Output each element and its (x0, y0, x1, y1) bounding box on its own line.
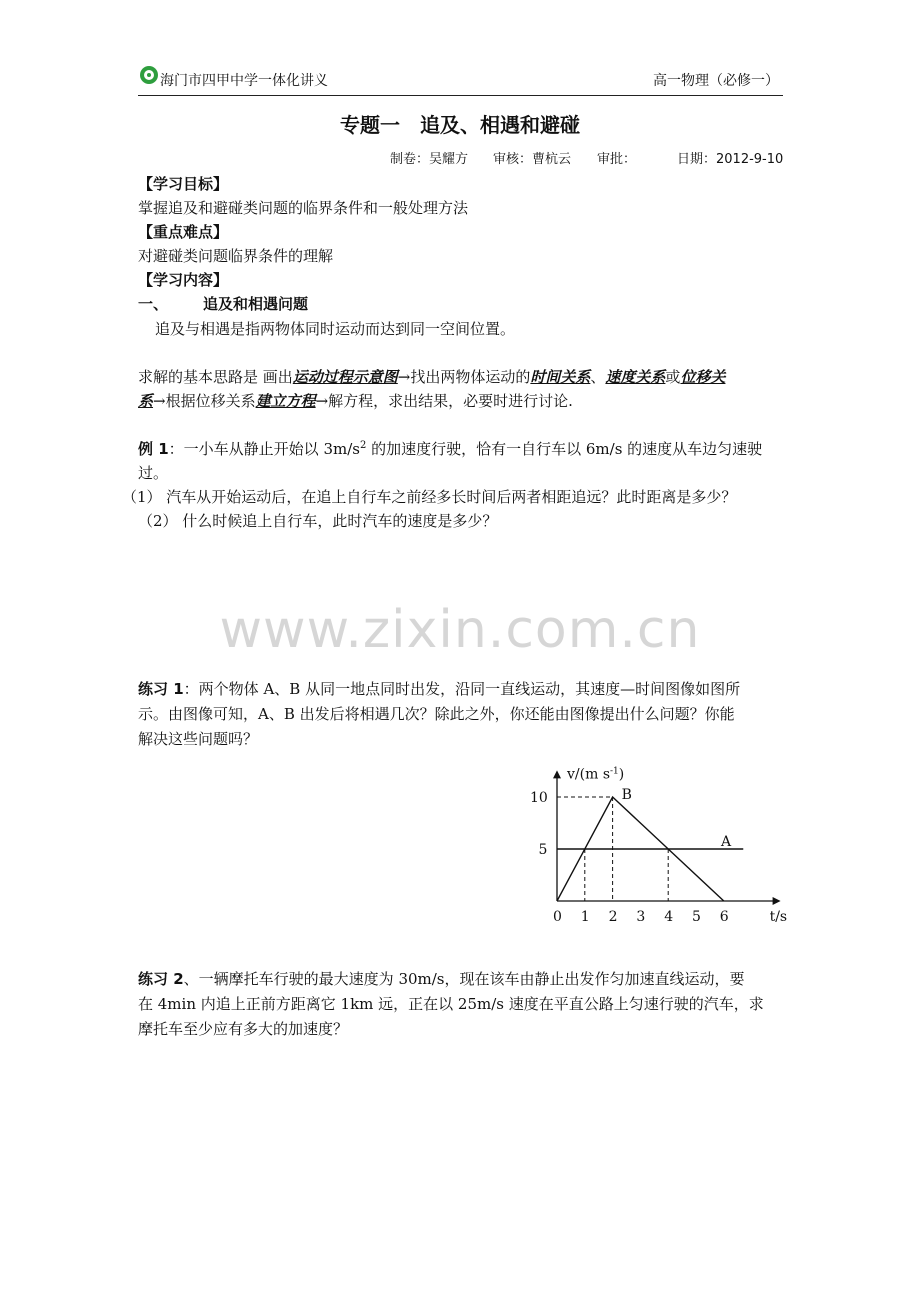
method-text: 、 (590, 368, 606, 386)
method-text: →根据位移关系 (153, 392, 256, 410)
exercise2-text: 、一辆摩托车行驶的最大速度为 30m/s，现在该车由静止出发作匀加速直线运动，要 (183, 970, 745, 988)
method-text: →解方程，求出结果，必要时进行讨论. (315, 392, 573, 410)
x-tick-label: 6 (719, 909, 729, 925)
method-key-term: 建立方程 (255, 392, 316, 410)
section-title: 追及和相遇问题 (203, 295, 309, 313)
y-axis-arrow (553, 770, 561, 778)
exercise2-label: 练习 2 (138, 970, 184, 988)
velocity-time-chart (510, 728, 790, 934)
objectives-text: 掌握追及和避碰类问题的临界条件和一般处理方法 (138, 199, 469, 217)
header-course: 高一物理（必修一） (653, 73, 779, 89)
exercise1-text: ：两个物体 A、B 从同一地点同时出发，沿同一直线运动，其速度—时间图像如图所 (183, 680, 741, 698)
example1-text: ：一小车从静止开始以 3m/s (168, 440, 360, 458)
exercise1-label: 练习 1 (138, 680, 184, 698)
exercise2-line-1 (138, 968, 745, 989)
example1-line-1 (138, 438, 762, 459)
exercise2-line-3: 摩托车至少应有多大的加速度？ (138, 1020, 349, 1038)
x-tick-label: 1 (580, 909, 590, 925)
x-tick-label: 5 (692, 909, 701, 925)
page-title: 专题一 追及、相遇和避碰 (340, 113, 580, 137)
watermark: www.zixin.com.cn (219, 600, 701, 660)
y-axis-label: v/(m $s^{-1}$) (567, 766, 625, 783)
header-school: 海门市四甲中学一体化讲义 (160, 73, 328, 89)
example1-line-2: 过。 (138, 464, 169, 482)
example1-text: 的加速度行驶，恰有一自行车以 6m/s 的速度从车边匀速驶 (366, 440, 763, 458)
exercise1-line-3: 解决这些问题吗？ (138, 730, 259, 748)
y-tick-label: 10 (530, 790, 548, 806)
example1-question-2: （2） 什么时候追上自行车，此时汽车的速度是多少？ (138, 512, 498, 530)
keypoints-text: 对避碰类问题临界条件的理解 (138, 247, 334, 265)
method-key-term: 运动过程示意图 (292, 368, 398, 386)
meta-reviewer: 审核：曹杭云 (493, 152, 572, 167)
exercise1-line-1 (138, 678, 740, 699)
keypoints-heading: 【重点难点】 (138, 223, 229, 241)
method-text: 或 (665, 368, 681, 386)
method-key-term: 系 (138, 392, 154, 410)
series-A-label: A (721, 834, 732, 850)
method-line-2 (138, 390, 573, 411)
method-line-1 (138, 366, 725, 387)
y-tick-label: 5 (538, 842, 548, 858)
method-text: 求解的基本思路是 画出 (138, 368, 293, 386)
objectives-heading: 【学习目标】 (138, 175, 229, 193)
x-tick-label: 4 (664, 909, 674, 925)
meta-date: 日期：2012-9-10 (677, 152, 784, 167)
header-rule (138, 95, 783, 96)
method-key-term: 时间关系 (530, 368, 591, 386)
method-key-term: 位移关 (680, 368, 726, 386)
section-intro: 追及与相遇是指两物体同时运动而达到同一空间位置。 (155, 320, 516, 338)
example1-label: 例 1 (138, 440, 169, 458)
x-tick-label: 3 (636, 909, 646, 925)
x-axis-arrow (773, 897, 781, 905)
content-heading: 【学习内容】 (138, 271, 229, 289)
method-key-term: 速度关系 (605, 368, 666, 386)
exercise2-line-2: 在 4min 内追上正前方距离它 1km 远，正在以 25m/s 速度在平直公路上匀速行驶的汽车，求 (138, 995, 764, 1013)
exercise1-line-2: 示。由图像可知，A、B 出发后将相遇几次？除此之外，你还能由图像提出什么问题？你能 (138, 705, 735, 723)
section-number: 一、 (138, 295, 169, 313)
example1-question-1: （1） 汽车从开始运动后，在追上自行车之前经多长时间后两者相距追远？此时距离是多少？ (122, 488, 737, 506)
x-axis-label: t/s (769, 909, 788, 925)
x-tick-label: 2 (608, 909, 618, 925)
method-text: →找出两物体运动的 (397, 368, 531, 386)
school-logo-icon (140, 66, 158, 84)
meta-approver: 审批： (597, 152, 637, 167)
meta-author: 制卷：吴耀方 (390, 152, 469, 167)
example1-sup: 2 (359, 440, 367, 451)
x-tick-label: 0 (553, 909, 562, 925)
series-B-label: B (621, 787, 632, 803)
